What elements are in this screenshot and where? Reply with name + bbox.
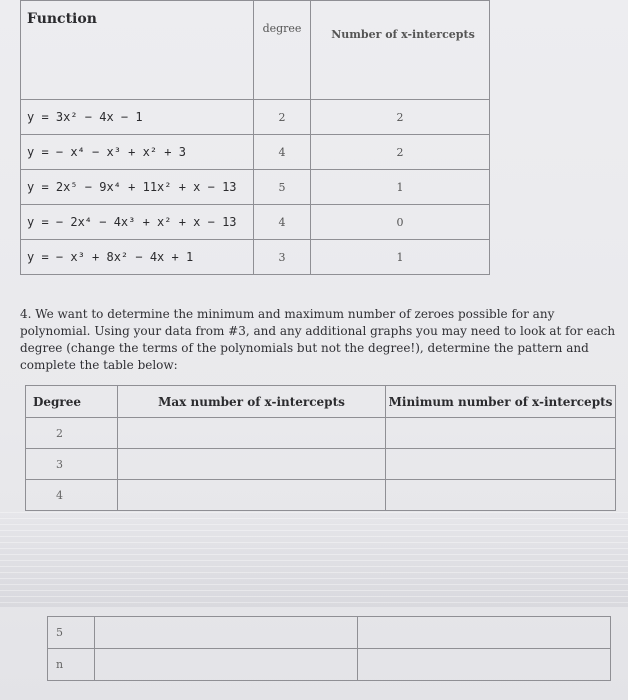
degree-cell: n [48, 649, 95, 681]
function-data-table [20, 0, 490, 275]
table-header-row [21, 1, 490, 100]
header-degree: Degree [26, 386, 118, 418]
min-max-table-continued [47, 616, 611, 681]
function-cell: y = − x⁴ − x³ + x² + 3 [21, 135, 254, 170]
header-function: Function [21, 1, 254, 100]
function-cell: y = 3x² − 4x − 1 [21, 100, 254, 135]
table-header-row [26, 386, 616, 418]
max-answer-cell[interactable] [118, 418, 386, 449]
degree-cell: 4 [26, 480, 118, 511]
min-answer-cell[interactable] [358, 649, 611, 681]
min-answer-cell[interactable] [386, 418, 616, 449]
table-row [26, 449, 616, 480]
degree-cell: 3 [254, 240, 311, 275]
table-row [26, 418, 616, 449]
max-answer-cell[interactable] [95, 649, 358, 681]
table-row [48, 649, 611, 681]
header-min-intercepts: Minimum number of x-intercepts [386, 386, 616, 418]
intercepts-cell: 1 [311, 170, 490, 205]
max-answer-cell[interactable] [118, 480, 386, 511]
min-answer-cell[interactable] [358, 617, 611, 649]
degree-cell: 2 [254, 100, 311, 135]
table-row [21, 135, 490, 170]
min-answer-cell[interactable] [386, 449, 616, 480]
max-answer-cell[interactable] [95, 617, 358, 649]
table-row [26, 480, 616, 511]
table-row [21, 100, 490, 135]
table-row [21, 205, 490, 240]
intercepts-cell: 2 [311, 135, 490, 170]
min-answer-cell[interactable] [386, 480, 616, 511]
degree-cell: 3 [26, 449, 118, 480]
degree-cell: 2 [26, 418, 118, 449]
page-gap-strip [0, 512, 628, 607]
question-4-text: 4. We want to determine the minimum and maximum number of zeroes possible for any polynomial. Using your data from #3, and any additional graphs you may need to look at for each degree (change the terms of the polynomials but not the degree!), determine the pattern and complete the table below: [20, 307, 616, 372]
intercepts-cell: 2 [311, 100, 490, 135]
max-answer-cell[interactable] [118, 449, 386, 480]
table-row [21, 240, 490, 275]
degree-cell: 5 [254, 170, 311, 205]
function-cell: y = 2x⁵ − 9x⁴ + 11x² + x − 13 [21, 170, 254, 205]
intercepts-cell: 1 [311, 240, 490, 275]
header-intercepts: Number of x-intercepts [311, 1, 490, 100]
degree-cell: 5 [48, 617, 95, 649]
degree-cell: 4 [254, 205, 311, 240]
header-max-intercepts: Max number of x-intercepts [118, 386, 386, 418]
table-row [21, 170, 490, 205]
function-cell: y = − 2x⁴ − 4x³ + x² + x − 13 [21, 205, 254, 240]
degree-cell: 4 [254, 135, 311, 170]
min-max-table [25, 385, 616, 511]
table-row [48, 617, 611, 649]
intercepts-cell: 0 [311, 205, 490, 240]
function-cell: y = − x³ + 8x² − 4x + 1 [21, 240, 254, 275]
header-degree: degree [254, 1, 311, 100]
